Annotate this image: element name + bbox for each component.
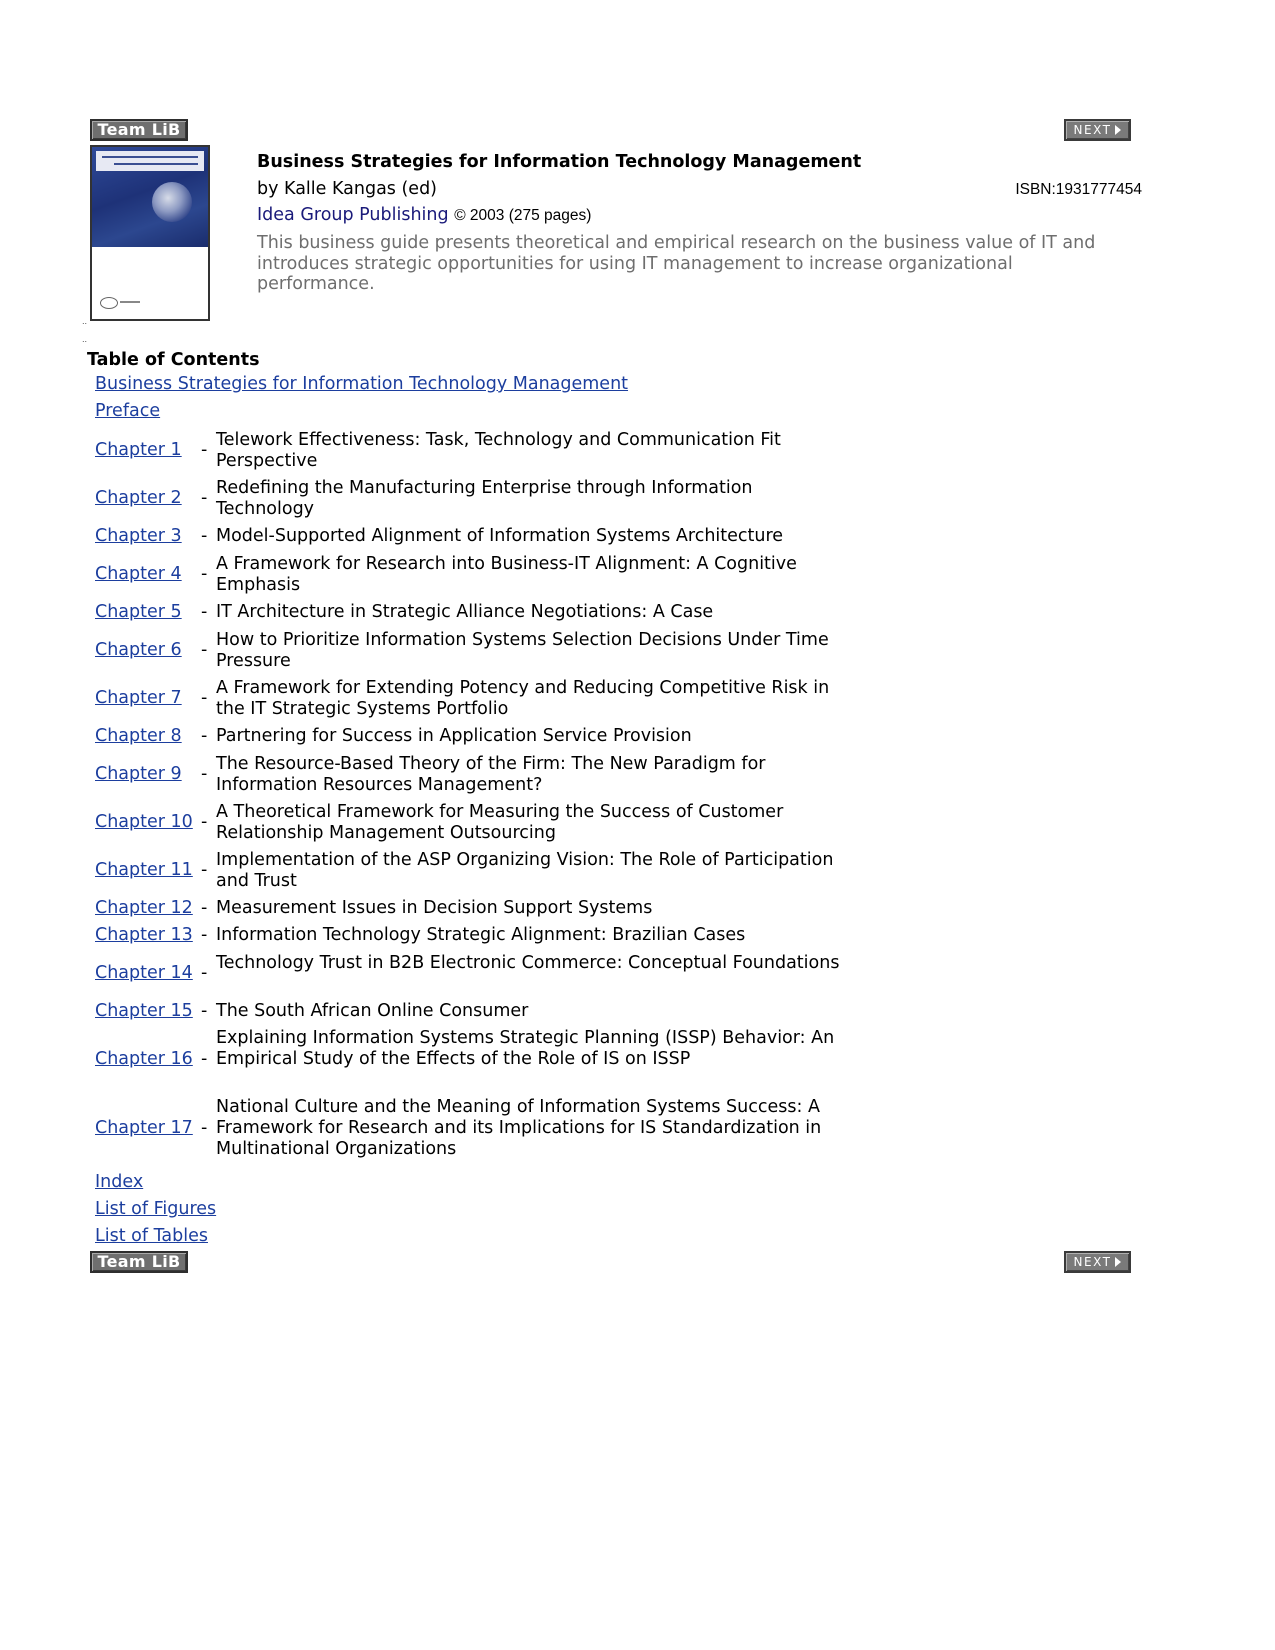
book-publisher-line [257, 205, 591, 225]
chapter-title: Technology Trust in B2B Electronic Commerce: Conceptual Foundations [216, 953, 840, 973]
chapter-title: A Theoretical Framework for Measuring the Success of Customer Relationship Management Outsourcing [216, 802, 784, 843]
toc-link-list-of-figures[interactable]: List of Figures [95, 1199, 217, 1219]
toc-link-index[interactable]: Index [95, 1172, 144, 1192]
chapter-link[interactable]: Chapter 8 [95, 726, 182, 746]
toc-link-list-of-tables[interactable]: List of Tables [95, 1226, 208, 1246]
publisher-logo-icon [100, 297, 118, 309]
chapter-title: Model-Supported Alignment of Information Systems Architecture [216, 526, 784, 546]
chapter-link[interactable]: Chapter 2 [95, 488, 182, 508]
chapter-link[interactable]: Chapter 15 [95, 1001, 193, 1021]
book-isbn: ISBN:1931777454 [1015, 181, 1142, 198]
next-button-top[interactable] [1064, 119, 1131, 141]
chapter-title: Telework Effectiveness: Task, Technology and Communication Fit Perspective [216, 430, 781, 471]
chapter-link[interactable]: Chapter 4 [95, 564, 182, 584]
chapter-link[interactable]: Chapter 11 [95, 860, 193, 880]
chapter-title: Information Technology Strategic Alignment: Brazilian Cases [216, 925, 746, 945]
chapter-title: Implementation of the ASP Organizing Vision: The Role of Participation and Trust [216, 850, 834, 891]
chapter-link[interactable]: Chapter 16 [95, 1049, 193, 1069]
chapter-link[interactable]: Chapter 3 [95, 526, 182, 546]
book-title: Business Strategies for Information Technology Management [257, 152, 862, 172]
publisher-name: Idea Group Publishing [257, 205, 449, 225]
chapter-link[interactable]: Chapter 10 [95, 812, 193, 832]
chapter-title: National Culture and the Meaning of Information Systems Success: A Framework for Research and its Implications for IS Standardization in Multinational Organizations [216, 1097, 822, 1159]
chapter-title: Partnering for Success in Application Service Provision [216, 726, 692, 746]
chapter-link[interactable]: Chapter 1 [95, 440, 182, 460]
chapter-link[interactable]: Chapter 9 [95, 764, 182, 784]
chapter-title: The Resource-Based Theory of the Firm: The New Paradigm for Information Resources Management? [216, 754, 766, 795]
chapter-title: The South African Online Consumer [216, 1001, 529, 1021]
play-arrow-icon [1115, 1257, 1121, 1267]
next-label: NEXT [1073, 1255, 1112, 1269]
team-lib-logo-button-bottom[interactable]: Team LiB [90, 1251, 188, 1273]
chapter-title: Measurement Issues in Decision Support Systems [216, 898, 653, 918]
chapter-title: IT Architecture in Strategic Alliance Negotiations: A Case [216, 602, 714, 622]
book-description: This business guide presents theoretical and empirical research on the business value of IT and introduces strategic opportunities for using IT management to increase organizational performance. [257, 233, 1096, 294]
book-cover-image [90, 145, 210, 321]
toc-link-book-title[interactable]: Business Strategies for Information Technology Management [95, 374, 629, 394]
chapter-title: A Framework for Extending Potency and Reducing Competitive Risk in the IT Strategic Systems Portfolio [216, 678, 830, 719]
chapter-link[interactable]: Chapter 14 [95, 963, 193, 983]
toc-heading: Table of Contents [87, 350, 260, 370]
play-arrow-icon [1115, 125, 1121, 135]
next-button-bottom[interactable] [1064, 1251, 1131, 1273]
chapter-link[interactable]: Chapter 7 [95, 688, 182, 708]
next-label: NEXT [1073, 123, 1112, 137]
team-lib-logo-button-top[interactable]: Team LiB [90, 119, 188, 141]
chapter-title: Explaining Information Systems Strategic Planning (ISSP) Behavior: An Empirical Study of the Effects of the Role of IS on ISSP [216, 1028, 835, 1069]
chapter-title: Redefining the Manufacturing Enterprise through Information Technology [216, 478, 753, 519]
book-author: by Kalle Kangas (ed) [257, 179, 437, 199]
page: Team LiB NEXT .. .. Business Strategies for Information Technology Management by Kalle Kangas (ed) ISBN:1931777454 Idea Group Publishing © 2003 (275 pages) This business guide presents theoretical and empirical research on the business value of IT and introduces strategic opportunities for using IT management to increase organizational performance. Table of Contents Business Strategies for Information Technology Management Preface Chapter 1 - Telework Effectiveness: Task, Technology and Communication Fit Perspective Chapter 2 - Redefining the Manufacturing Enterprise through Information Technology Chapter 3 - Model-Supported Alignment of Information Systems Architecture Chapter 4 - A Framework for Research into Business-IT Alignment: A Cognitive Emphasis Chapter 5 - IT Architecture in Strategic Alliance Negotiations: A Case Chapter 6 - How to Prioritize Information Systems Selection Decisions Under Time Pressure Chapter 7 - A Framework for Extending Potency and Reducing Competitive Risk in the IT Strategic Systems Portfolio Chapter 8 - Partnering for Success in Application Service Provision Chapter 9 - The Resource-Based Theory of the Firm: The New Paradigm for Information Resources Management? Chapter 10 - A Theoretical Framework for Measuring the Success of Customer Relationship Management Outsourcing Chapter 11 - Implementation of the ASP Organizing Vision: The Role of Participation and Trust Chapter 12 - Measurement Issues in Decision Support Systems Chapter 13 - Information Technology Strategic Alignment: Brazilian Cases Chapter 14 - Technology Trust in B2B Electronic Commerce: Conceptual Foundations Chapter 15 - The South African Online Consumer Chapter 16 - Explaining Information Systems Strategic Planning (ISSP) Behavior: An Empirical Study of the Effects of the Role of IS on ISSP Chapter 17 - National Culture and the Meaning of Information Systems Success: A Framework for Research and its Implications for IS Standardization in Multinational Organizations Index List of Figures List of Tables Team LiB NEXT [82, 120, 1142, 1271]
chapter-link[interactable]: Chapter 6 [95, 640, 182, 660]
chapter-title: A Framework for Research into Business-IT Alignment: A Cognitive Emphasis [216, 554, 797, 595]
chapter-title: How to Prioritize Information Systems Selection Decisions Under Time Pressure [216, 630, 829, 671]
toc-link-preface[interactable]: Preface [95, 401, 161, 421]
chapter-link[interactable]: Chapter 5 [95, 602, 182, 622]
chapter-link[interactable]: Chapter 12 [95, 898, 193, 918]
chapter-link[interactable]: Chapter 17 [95, 1118, 193, 1138]
publication-info: © 2003 (275 pages) [454, 207, 592, 224]
chapter-link[interactable]: Chapter 13 [95, 925, 193, 945]
